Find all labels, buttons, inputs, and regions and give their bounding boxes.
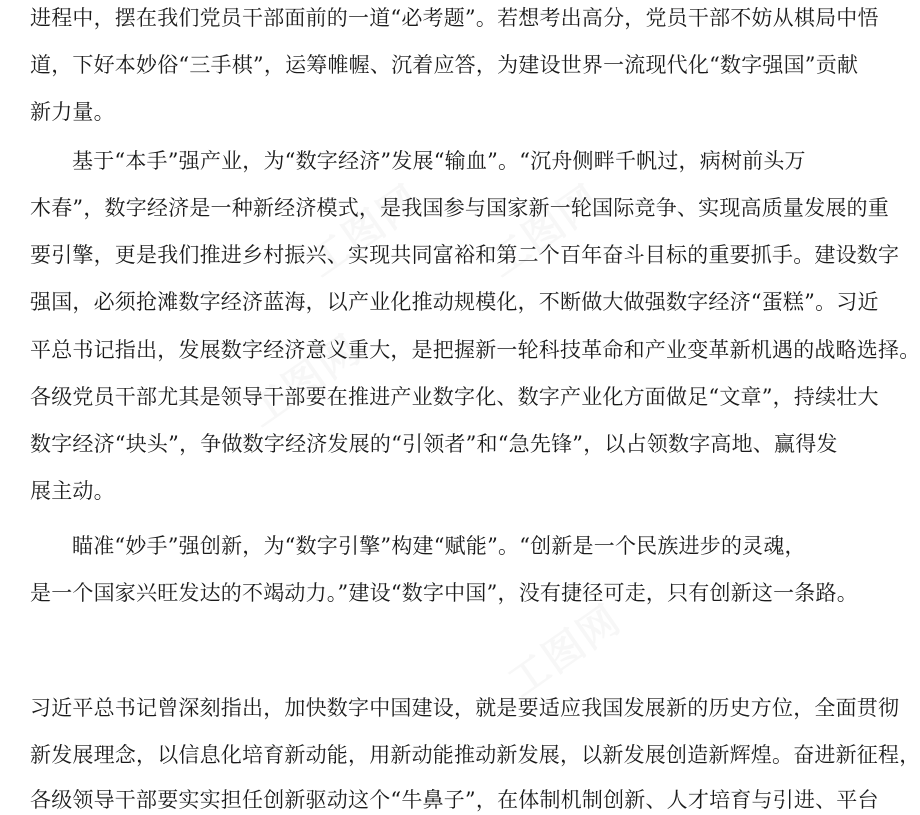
paragraph-line: 新力量。 (30, 100, 115, 124)
paragraph-line: 平总书记指出，发展数字经济意义重大，是把握新一轮科技革命和产业变革新机遇的战略选择。 (30, 338, 920, 362)
watermark: 工图网 (240, 326, 370, 437)
paragraph-line: 习近平总书记曾深刻指出，加快数字中国建设，就是要适应我国发展新的历史方位，全面贯彻 (30, 696, 900, 720)
watermark: 工图网 (480, 176, 610, 287)
paragraph-line: 要引擎，更是我们推进乡村振兴、实现共同富裕和第二个百年奋斗目标的重要抓手。建设数字 (30, 243, 900, 267)
paragraph-line: 数字经济“块头”，争做数字经济发展的“引领者”和“急先锋”，以占领数字高地、赢得发 (30, 432, 838, 456)
watermark: 工图网 (300, 176, 430, 287)
paragraph-line: 强国，必须抢滩数字经济蓝海，以产业化推动规模化，不断做大做强数字经济“蛋糕”。习近 (30, 290, 879, 314)
paragraph-line: 各级党员干部尤其是领导干部要在推进产业数字化、数字产业化方面做足“文章”，持续壮大 (30, 385, 879, 409)
paragraph-line: 木春”，数字经济是一种新经济模式，是我国参与国家新一轮国际竞争、实现高质量发展的重 (30, 196, 889, 220)
paragraph-line: 基于“本手”强产业，为“数字经济”发展“输血”。“沉舟侧畔千帆过，病树前头万 (72, 149, 806, 173)
paragraph-line: 是一个国家兴旺发达的不竭动力。”建设“数字中国”，没有捷径可走，只有创新这一条路。 (30, 581, 858, 605)
paragraph-line: 展主动。 (30, 479, 115, 503)
paragraph-line: 道，下好本妙俗“三手棋”，运筹帷幄、沉着应答，为建设世界一流现代化“数字强国”贡献 (30, 53, 859, 77)
paragraph-line: 新发展理念，以信息化培育新动能，用新动能推动新发展，以新发展创造新辉煌。奋进新征程， (30, 743, 920, 767)
paragraph-line: 瞄准“妙手”强创新，为“数字引擎”构建“赋能”。“创新是一个民族进步的灵魂， (72, 534, 806, 558)
paragraph-line: 进程中，摆在我们党员干部面前的一道“必考题”。若想考出高分，党员干部不妨从棋局中悟 (30, 6, 879, 30)
paragraph-line: 各级领导干部要实实担任创新驱动这个“牛鼻子”，在体制机制创新、人才培育与引进、平台 (30, 788, 879, 812)
watermark: 工图网 (500, 596, 630, 707)
